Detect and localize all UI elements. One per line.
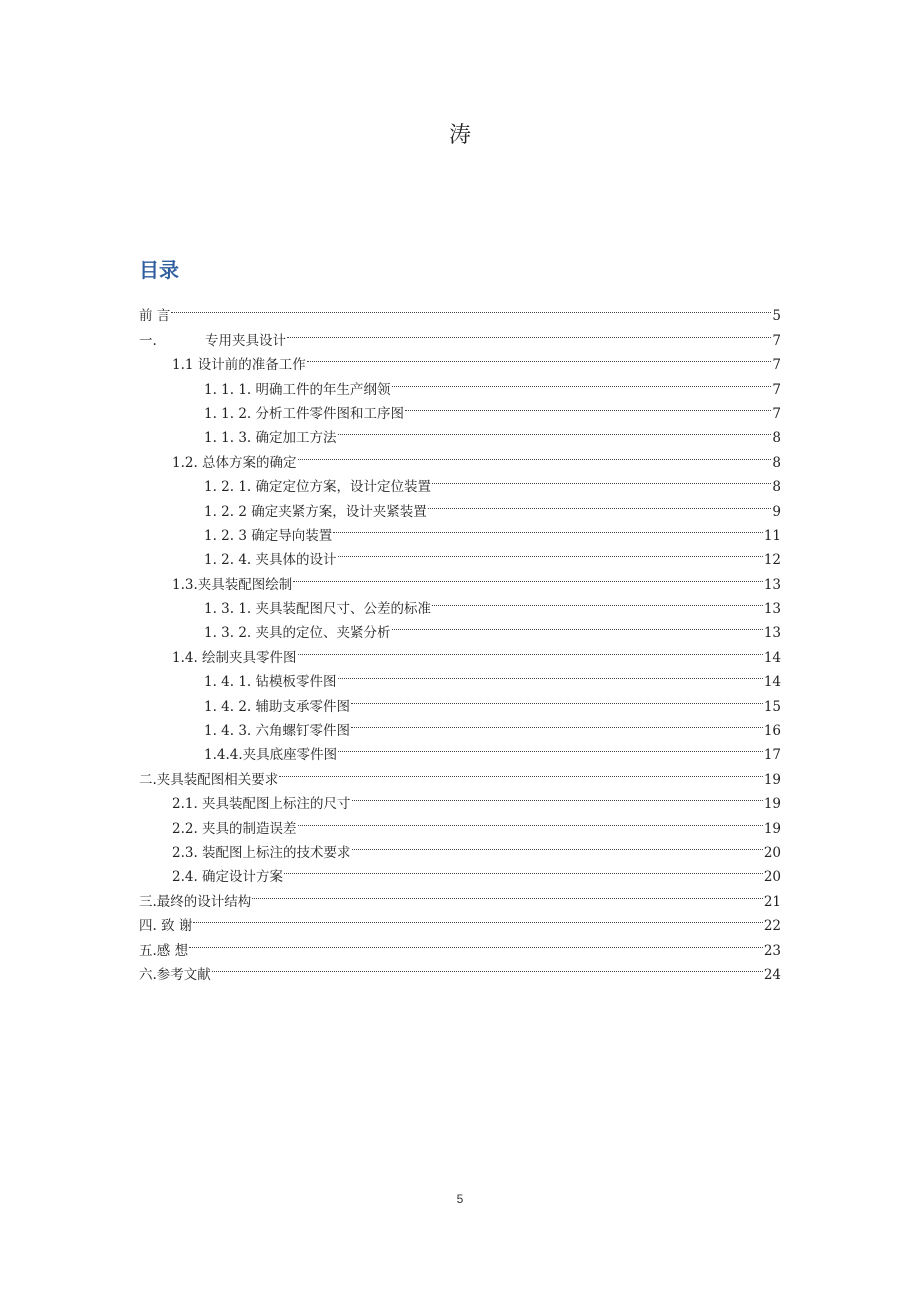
toc-entry-page: 8 [772, 430, 781, 447]
toc-entry[interactable] [139, 906, 781, 935]
toc-entry-page: 8 [772, 454, 781, 471]
toc-entry-text: 六.参考文献 [139, 966, 211, 983]
toc-entry-page: 5 [772, 308, 781, 325]
toc-leader-dots [287, 320, 771, 344]
toc-entry-page: 19 [763, 820, 781, 837]
toc-entry-text: 1. 4. 3. 六角螺钉零件图 [204, 723, 351, 740]
toc-leader-dots [392, 369, 772, 393]
toc-leader-dots [298, 637, 763, 661]
toc-leader-dots [293, 564, 763, 588]
toc-entry-page: 24 [763, 966, 781, 983]
toc-leader-dots [298, 808, 763, 832]
toc-leader-dots [428, 491, 772, 515]
toc-leader-dots [392, 613, 763, 637]
toc-entry-page: 14 [763, 649, 781, 666]
toc-leader-dots [432, 467, 771, 491]
toc-entry-text: 1.4. 绘制夹具零件图 [172, 649, 297, 666]
toc-entry-page: 20 [763, 869, 781, 886]
toc-entry-page: 16 [763, 723, 781, 740]
toc-entry-number: 一. [139, 332, 157, 349]
toc-leader-dots [405, 394, 771, 418]
toc-leader-dots [338, 540, 763, 564]
toc-leader-dots [338, 418, 772, 442]
toc-entry-text: 五.感 想 [139, 942, 189, 959]
toc-entry-text: 1. 2. 1. 确定定位方案，设计定位装置 [204, 479, 432, 496]
toc-entry-page: 14 [763, 674, 781, 691]
toc-entry-text: 专用夹具设计 [205, 332, 286, 349]
toc-entry-text: 前 言 [139, 308, 171, 325]
toc-entry-text: 1. 3. 1. 夹具装配图尺寸、公差的标准 [204, 601, 432, 618]
header-character: 涛 [448, 123, 471, 148]
toc-leader-dots [351, 711, 763, 735]
toc-entry-text: 二.夹具装配图相关要求 [139, 771, 279, 788]
toc-entry-text: 2.2. 夹具的制造误差 [172, 820, 297, 837]
toc-entry-text: 1. 2. 3 确定导向装置 [204, 527, 333, 544]
toc-leader-dots [338, 662, 763, 686]
toc-entry-text: 1. 4. 2. 辅助支承零件图 [204, 698, 351, 715]
toc-leader-dots [252, 881, 763, 905]
toc-entry-page: 7 [772, 405, 781, 422]
toc-entry-page: 19 [763, 771, 781, 788]
toc-leader-dots [212, 955, 763, 979]
toc-entry-text: 1. 1. 2. 分析工件零件图和工序图 [204, 405, 405, 422]
toc-entry-text: 1.1 设计前的准备工作 [172, 357, 306, 374]
toc-entry-text: 1.4.4.夹具底座零件图 [204, 747, 338, 764]
toc-entry[interactable] [139, 296, 781, 325]
toc-leader-dots [351, 686, 763, 710]
toc-entry-page: 11 [763, 527, 781, 544]
toc-entry-text: 1. 2. 2 确定夹紧方案，设计夹紧装置 [204, 503, 427, 520]
toc-title: 目录 [139, 258, 179, 282]
toc-entry-page: 23 [763, 942, 781, 959]
toc-entry-text: 三.最终的设计结构 [139, 893, 252, 910]
toc-leader-dots [333, 516, 763, 540]
toc-entry-page: 21 [763, 893, 781, 910]
toc-entry[interactable] [139, 320, 781, 349]
table-of-contents [139, 296, 781, 983]
toc-entry-text: 1. 1. 1. 明确工件的年生产纲领 [204, 381, 391, 398]
toc-entry-text: 四. 致 谢 [139, 918, 193, 935]
toc-leader-dots [279, 759, 763, 783]
toc-entry-page: 7 [772, 357, 781, 374]
toc-leader-dots [338, 735, 763, 759]
toc-leader-dots [189, 930, 763, 954]
toc-leader-dots [432, 589, 763, 613]
toc-entry-page: 8 [772, 479, 781, 496]
toc-leader-dots [352, 833, 763, 857]
toc-entry-text: 1. 4. 1. 钻模板零件图 [204, 674, 337, 691]
toc-entry-page: 17 [763, 747, 781, 764]
toc-entry-text: 1.2. 总体方案的确定 [172, 454, 297, 471]
toc-entry-text: 1.3.夹具装配图绘制 [172, 576, 293, 593]
toc-entry-page: 9 [772, 503, 781, 520]
toc-entry-page: 12 [763, 552, 781, 569]
toc-entry-text: 1. 2. 4. 夹具体的设计 [204, 552, 337, 569]
toc-entry-text: 1. 1. 3. 确定加工方法 [204, 430, 337, 447]
toc-entry-text: 2.1. 夹具装配图上标注的尺寸 [172, 796, 351, 813]
toc-entry-page: 13 [763, 625, 781, 642]
toc-entry[interactable] [139, 930, 781, 959]
toc-entry-page: 13 [763, 576, 781, 593]
toc-entry-page: 13 [763, 601, 781, 618]
toc-entry-page: 15 [763, 698, 781, 715]
toc-entry-text: 2.3. 装配图上标注的技术要求 [172, 844, 351, 861]
toc-entry-text: 2.4. 确定设计方案 [172, 869, 284, 886]
toc-leader-dots [193, 906, 762, 930]
toc-entry[interactable] [139, 955, 781, 983]
toc-leader-dots [307, 345, 772, 369]
toc-leader-dots [352, 784, 763, 808]
toc-leader-dots [171, 296, 771, 320]
toc-entry-page: 22 [763, 918, 781, 935]
toc-entry-page: 7 [772, 332, 781, 349]
toc-entry-page: 7 [772, 381, 781, 398]
toc-entry-text: 1. 3. 2. 夹具的定位、夹紧分析 [204, 625, 391, 642]
page-number: 5 [456, 1192, 464, 1206]
toc-leader-dots [284, 857, 763, 881]
toc-leader-dots [298, 442, 772, 466]
toc-entry-page: 20 [763, 844, 781, 861]
toc-entry-page: 19 [763, 796, 781, 813]
